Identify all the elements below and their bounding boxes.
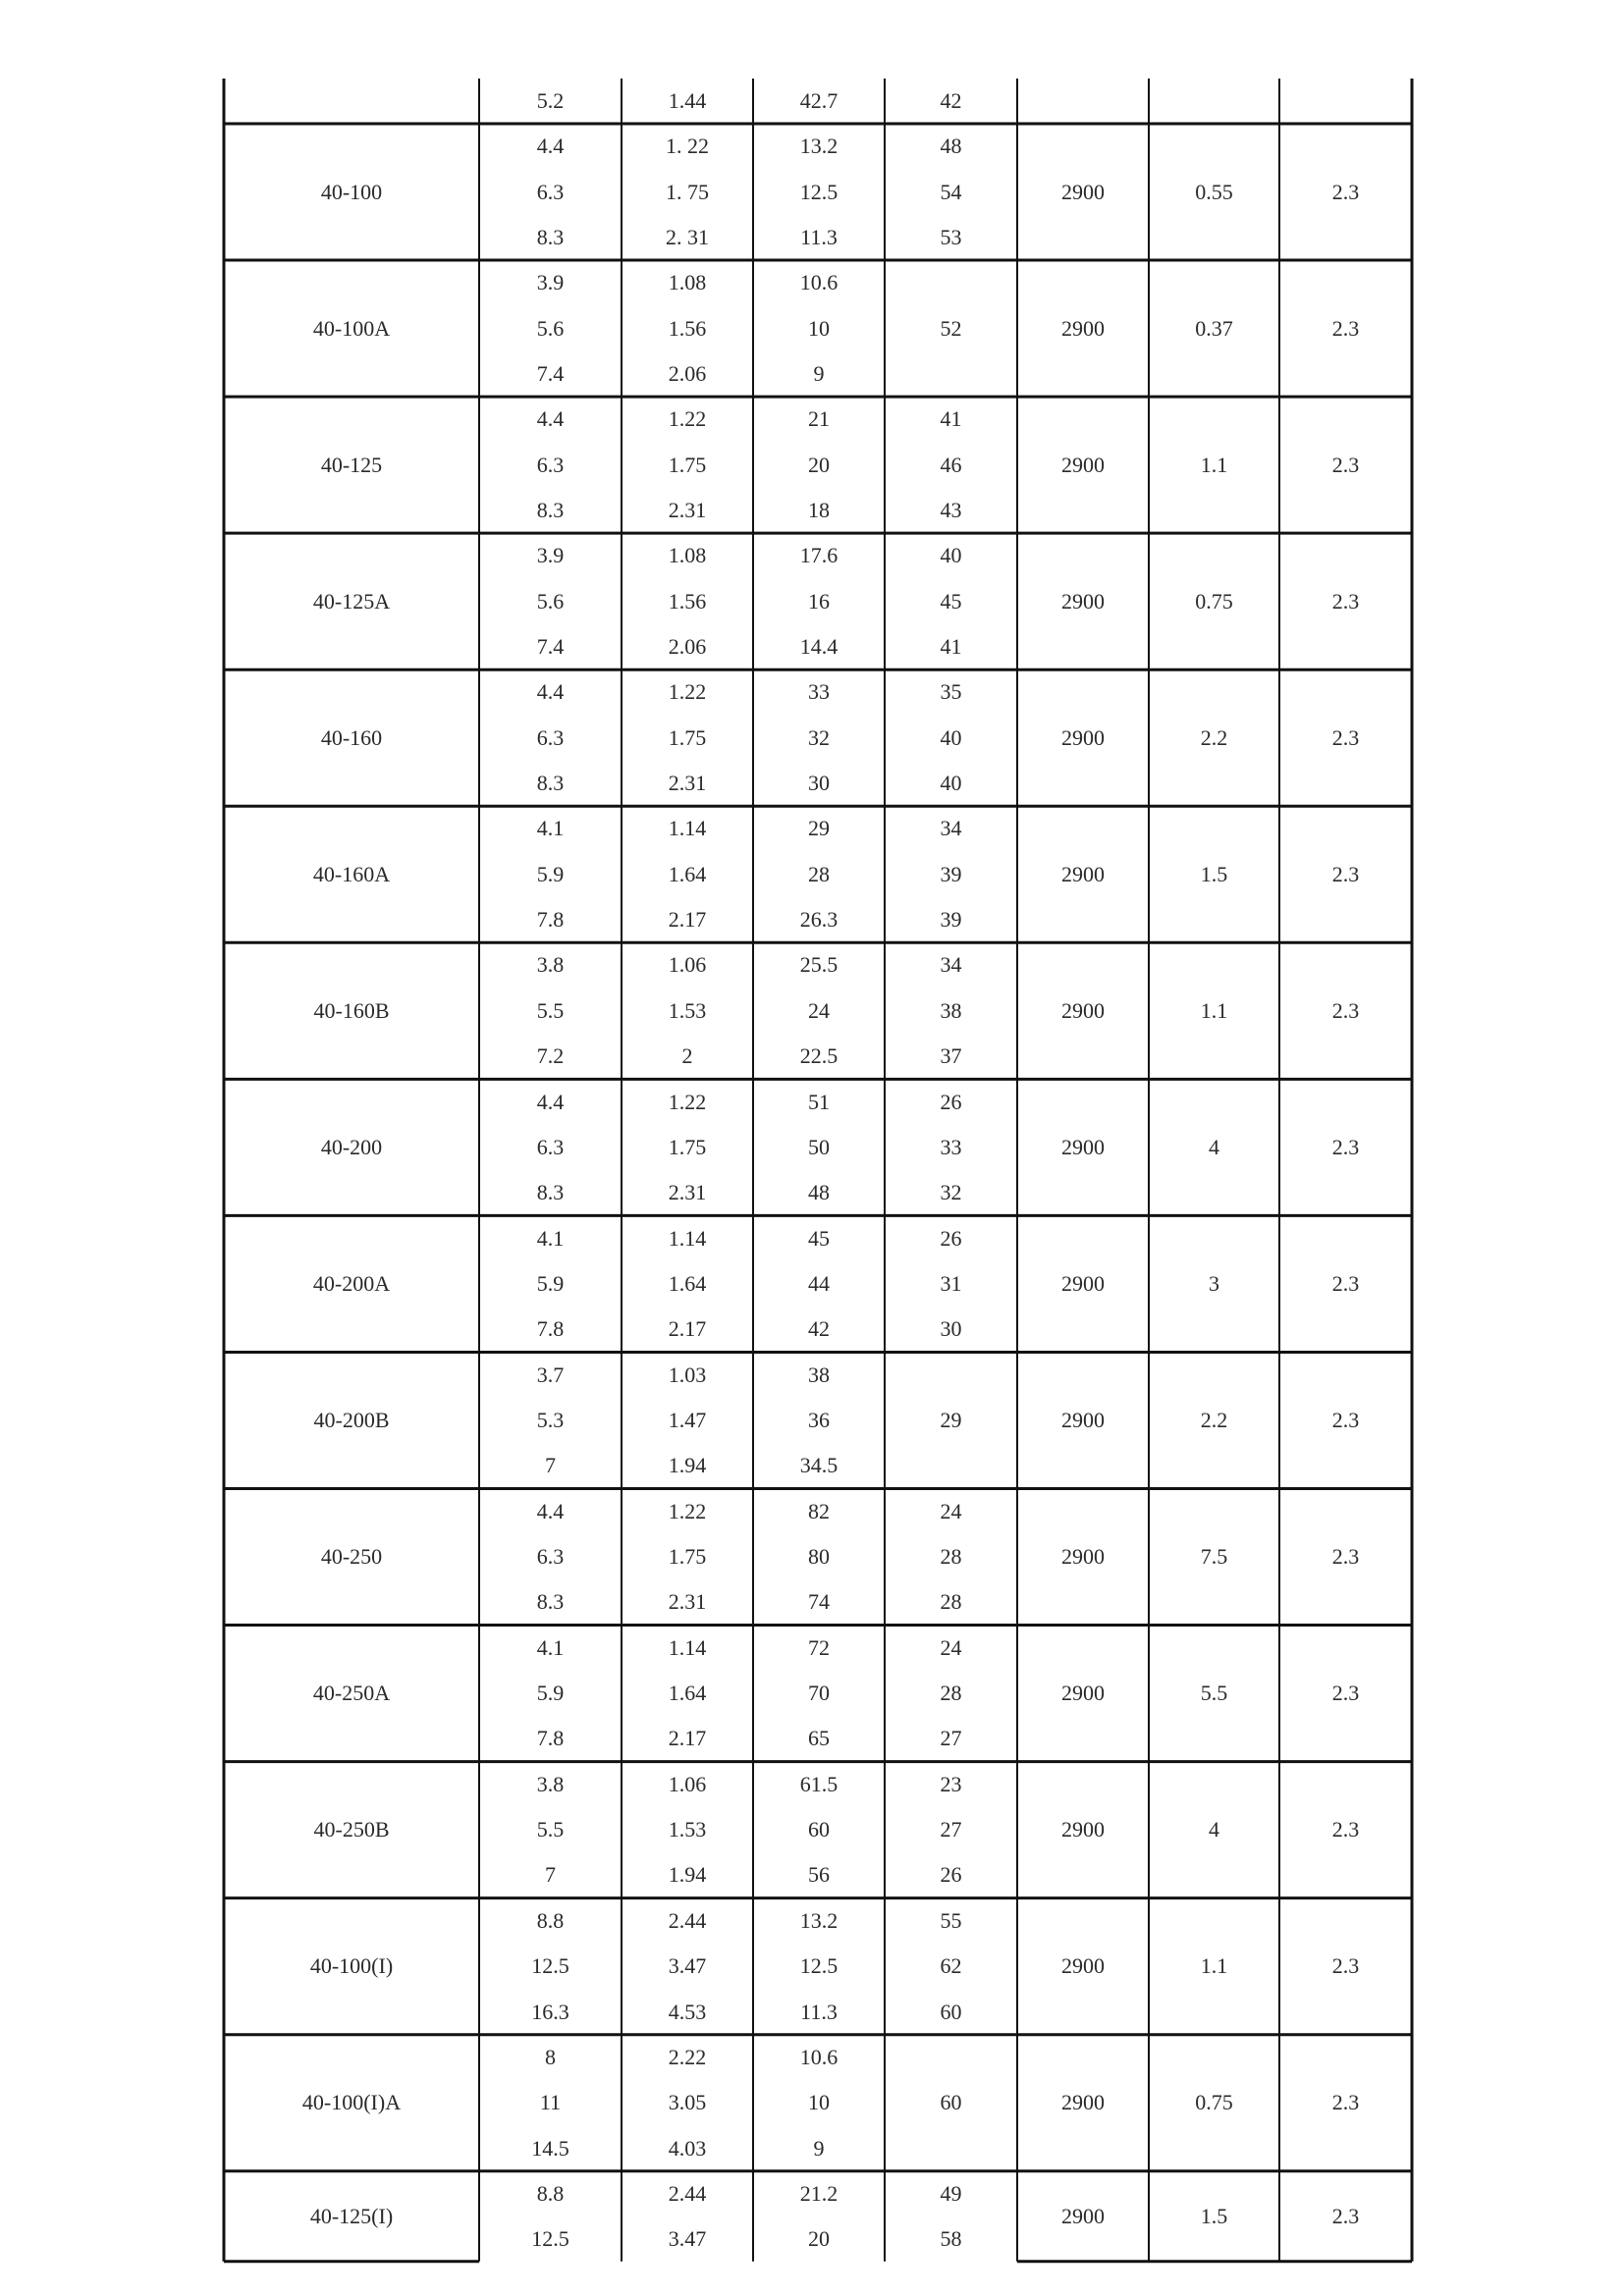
head-cell: 38 xyxy=(808,1362,830,1387)
model-cell: 40-125 xyxy=(320,452,383,477)
flow-ls-cell: 3.47 xyxy=(668,2225,707,2251)
efficiency-cell: 39 xyxy=(940,861,962,886)
speed-cell: 2900 xyxy=(1061,1407,1105,1432)
head-cell: 48 xyxy=(808,1180,830,1205)
efficiency-cell: 60 xyxy=(940,1999,962,2024)
efficiency-cell: 34 xyxy=(940,816,962,841)
flow-ls-cell: 1.56 xyxy=(668,588,707,614)
head-cell: 26.3 xyxy=(799,907,839,933)
head-cell: 42.7 xyxy=(799,88,839,113)
efficiency-cell: 58 xyxy=(940,2225,962,2251)
power-cell: 4 xyxy=(1209,1134,1219,1159)
flow-m3h-cell: 4.4 xyxy=(536,133,565,159)
head-cell: 13.2 xyxy=(799,133,839,159)
flow-m3h-cell: 4.1 xyxy=(536,1634,565,1660)
flow-ls-cell: 1.53 xyxy=(668,997,707,1023)
head-cell: 17.6 xyxy=(799,543,839,568)
flow-ls-cell: 2.17 xyxy=(668,1726,707,1751)
model-cell: 40-250 xyxy=(320,1544,383,1570)
power-cell: 0.75 xyxy=(1195,2090,1233,2115)
npsh-cell: 2.3 xyxy=(1331,1270,1360,1296)
head-cell: 70 xyxy=(808,1681,830,1706)
flow-ls-cell: 1.64 xyxy=(668,1270,707,1296)
efficiency-cell: 26 xyxy=(940,1225,962,1251)
flow-ls-cell: 4.03 xyxy=(668,2135,707,2161)
flow-m3h-cell: 8.8 xyxy=(536,2180,565,2206)
flow-ls-cell: 1.22 xyxy=(668,1498,707,1523)
npsh-cell: 2.3 xyxy=(1331,588,1360,614)
flow-m3h-cell: 3.8 xyxy=(536,952,565,978)
speed-cell: 2900 xyxy=(1061,1953,1105,1979)
flow-m3h-cell: 14.5 xyxy=(531,2135,569,2161)
efficiency-cell: 52 xyxy=(940,315,962,341)
flow-ls-cell: 2.31 xyxy=(668,1589,707,1615)
head-cell: 11.3 xyxy=(800,1999,838,2024)
efficiency-cell: 26 xyxy=(940,1862,962,1888)
head-cell: 65 xyxy=(808,1726,830,1751)
speed-cell: 2900 xyxy=(1061,1817,1105,1842)
flow-m3h-cell: 8.8 xyxy=(536,1907,565,1933)
efficiency-cell: 41 xyxy=(940,634,962,660)
power-cell: 1.1 xyxy=(1200,1953,1228,1979)
head-cell: 80 xyxy=(808,1544,830,1570)
power-cell: 0.75 xyxy=(1195,588,1233,614)
efficiency-cell: 29 xyxy=(940,1407,962,1432)
speed-cell: 2900 xyxy=(1061,997,1105,1023)
head-cell: 30 xyxy=(808,771,830,796)
power-cell: 2.2 xyxy=(1200,724,1228,750)
flow-ls-cell: 1. 22 xyxy=(666,133,709,159)
flow-m3h-cell: 7 xyxy=(545,1862,556,1888)
flow-ls-cell: 1.75 xyxy=(668,1134,707,1159)
speed-cell: 2900 xyxy=(1061,1270,1105,1296)
model-cell: 40-250B xyxy=(313,1817,390,1842)
efficiency-cell: 38 xyxy=(940,997,962,1023)
efficiency-cell: 32 xyxy=(940,1180,962,1205)
power-cell: 0.37 xyxy=(1195,315,1233,341)
model-cell: 40-250A xyxy=(312,1681,391,1706)
speed-cell: 2900 xyxy=(1061,179,1105,204)
flow-ls-cell: 1.94 xyxy=(668,1862,707,1888)
flow-m3h-cell: 6.3 xyxy=(536,1134,565,1159)
flow-m3h-cell: 5.2 xyxy=(536,88,565,113)
head-cell: 16 xyxy=(808,588,830,614)
efficiency-cell: 41 xyxy=(940,406,962,432)
head-cell: 10 xyxy=(808,315,830,341)
npsh-cell: 2.3 xyxy=(1331,1407,1360,1432)
speed-cell: 2900 xyxy=(1061,861,1105,886)
efficiency-cell: 30 xyxy=(940,1316,962,1342)
efficiency-cell: 28 xyxy=(940,1681,962,1706)
flow-ls-cell: 1.53 xyxy=(668,1817,707,1842)
flow-m3h-cell: 5.5 xyxy=(536,1817,565,1842)
npsh-cell: 2.3 xyxy=(1331,1134,1360,1159)
flow-ls-cell: 4.53 xyxy=(668,1999,707,2024)
efficiency-cell: 23 xyxy=(940,1771,962,1796)
flow-ls-cell: 1.06 xyxy=(668,1771,707,1796)
flow-ls-cell: 2.22 xyxy=(668,2044,707,2069)
head-cell: 10.6 xyxy=(799,270,839,295)
efficiency-cell: 53 xyxy=(940,224,962,249)
speed-cell: 2900 xyxy=(1061,588,1105,614)
model-cell: 40-200A xyxy=(312,1270,391,1296)
flow-ls-cell: 1.14 xyxy=(668,1634,707,1660)
efficiency-cell: 27 xyxy=(940,1817,962,1842)
efficiency-cell: 48 xyxy=(940,133,962,159)
flow-m3h-cell: 4.4 xyxy=(536,679,565,705)
head-cell: 44 xyxy=(808,1270,830,1296)
flow-ls-cell: 2.31 xyxy=(668,497,707,522)
flow-ls-cell: 2.31 xyxy=(668,771,707,796)
npsh-cell: 2.3 xyxy=(1331,861,1360,886)
flow-m3h-cell: 5.5 xyxy=(536,997,565,1023)
head-cell: 34.5 xyxy=(799,1453,839,1478)
power-cell: 2.2 xyxy=(1200,1407,1228,1432)
flow-m3h-cell: 7.4 xyxy=(536,634,565,660)
flow-ls-cell: 2.44 xyxy=(668,2180,707,2206)
npsh-cell: 2.3 xyxy=(1331,1953,1360,1979)
head-cell: 28 xyxy=(808,861,830,886)
flow-ls-cell: 1.94 xyxy=(668,1453,707,1478)
flow-ls-cell: 2.06 xyxy=(668,634,707,660)
model-cell: 40-100(I)A xyxy=(301,2090,402,2115)
npsh-cell: 2.3 xyxy=(1331,724,1360,750)
head-cell: 42 xyxy=(808,1316,830,1342)
flow-ls-cell: 1. 75 xyxy=(666,179,709,204)
model-cell: 40-160 xyxy=(320,724,383,750)
flow-m3h-cell: 8.3 xyxy=(536,771,565,796)
flow-m3h-cell: 7.4 xyxy=(536,360,565,386)
flow-ls-cell: 2.17 xyxy=(668,907,707,933)
efficiency-cell: 46 xyxy=(940,452,962,477)
efficiency-cell: 24 xyxy=(940,1634,962,1660)
flow-m3h-cell: 12.5 xyxy=(531,1953,569,1979)
power-cell: 1.1 xyxy=(1200,452,1228,477)
flow-m3h-cell: 16.3 xyxy=(531,1999,569,2024)
head-cell: 32 xyxy=(808,724,830,750)
npsh-cell: 2.3 xyxy=(1331,2203,1360,2228)
power-cell: 7.5 xyxy=(1200,1544,1228,1570)
head-cell: 74 xyxy=(808,1589,830,1615)
power-cell: 0.55 xyxy=(1195,179,1233,204)
head-cell: 10.6 xyxy=(799,2044,839,2069)
efficiency-cell: 45 xyxy=(940,588,962,614)
power-cell: 1.1 xyxy=(1200,997,1228,1023)
head-cell: 72 xyxy=(808,1634,830,1660)
flow-ls-cell: 2 xyxy=(681,1043,693,1069)
speed-cell: 2900 xyxy=(1061,724,1105,750)
flow-m3h-cell: 6.3 xyxy=(536,1544,565,1570)
head-cell: 20 xyxy=(808,2225,830,2251)
model-cell: 40-160A xyxy=(312,861,391,886)
flow-m3h-cell: 5.6 xyxy=(536,588,565,614)
head-cell: 50 xyxy=(808,1134,830,1159)
flow-ls-cell: 2. 31 xyxy=(666,224,709,249)
npsh-cell: 2.3 xyxy=(1331,1544,1360,1570)
speed-cell: 2900 xyxy=(1061,1544,1105,1570)
power-cell: 1.5 xyxy=(1200,2203,1228,2228)
model-cell: 40-200 xyxy=(320,1134,383,1159)
flow-m3h-cell: 3.9 xyxy=(536,270,565,295)
efficiency-cell: 31 xyxy=(940,1270,962,1296)
model-cell: 40-100(I) xyxy=(309,1953,394,1979)
flow-m3h-cell: 3.9 xyxy=(536,543,565,568)
flow-m3h-cell: 7.8 xyxy=(536,1726,565,1751)
power-cell: 3 xyxy=(1209,1270,1219,1296)
efficiency-cell: 49 xyxy=(940,2180,962,2206)
head-cell: 45 xyxy=(808,1225,830,1251)
flow-m3h-cell: 7 xyxy=(545,1453,556,1478)
flow-m3h-cell: 4.1 xyxy=(536,1225,565,1251)
flow-m3h-cell: 8.3 xyxy=(536,1589,565,1615)
speed-cell: 2900 xyxy=(1061,1134,1105,1159)
head-cell: 13.2 xyxy=(799,1907,839,1933)
flow-ls-cell: 3.05 xyxy=(668,2090,707,2115)
head-cell: 14.4 xyxy=(799,634,839,660)
efficiency-cell: 28 xyxy=(940,1589,962,1615)
flow-m3h-cell: 11 xyxy=(539,2090,562,2115)
head-cell: 12.5 xyxy=(799,179,839,204)
efficiency-cell: 33 xyxy=(940,1134,962,1159)
efficiency-cell: 43 xyxy=(940,497,962,522)
head-cell: 11.3 xyxy=(800,224,838,249)
flow-ls-cell: 1.08 xyxy=(668,270,707,295)
flow-ls-cell: 1.47 xyxy=(668,1407,707,1432)
efficiency-cell: 62 xyxy=(940,1953,962,1979)
flow-m3h-cell: 7.2 xyxy=(536,1043,565,1069)
npsh-cell: 2.3 xyxy=(1331,997,1360,1023)
speed-cell: 2900 xyxy=(1061,315,1105,341)
flow-ls-cell: 1.06 xyxy=(668,952,707,978)
model-cell: 40-100 xyxy=(320,179,383,204)
flow-ls-cell: 3.47 xyxy=(668,1953,707,1979)
flow-m3h-cell: 6.3 xyxy=(536,179,565,204)
flow-m3h-cell: 4.1 xyxy=(536,816,565,841)
model-cell: 40-125(I) xyxy=(309,2203,394,2228)
efficiency-cell: 28 xyxy=(940,1544,962,1570)
flow-ls-cell: 1.22 xyxy=(668,406,707,432)
flow-m3h-cell: 7.8 xyxy=(536,1316,565,1342)
flow-m3h-cell: 6.3 xyxy=(536,452,565,477)
npsh-cell: 2.3 xyxy=(1331,2090,1360,2115)
flow-ls-cell: 1.14 xyxy=(668,816,707,841)
head-cell: 61.5 xyxy=(799,1771,839,1796)
model-cell: 40-125A xyxy=(312,588,391,614)
head-cell: 18 xyxy=(808,497,830,522)
flow-m3h-cell: 5.9 xyxy=(536,1270,565,1296)
flow-m3h-cell: 3.7 xyxy=(536,1362,565,1387)
efficiency-cell: 39 xyxy=(940,907,962,933)
npsh-cell: 2.3 xyxy=(1331,1817,1360,1842)
flow-ls-cell: 1.08 xyxy=(668,543,707,568)
flow-ls-cell: 1.75 xyxy=(668,452,707,477)
flow-m3h-cell: 12.5 xyxy=(531,2225,569,2251)
head-cell: 20 xyxy=(808,452,830,477)
flow-m3h-cell: 8.3 xyxy=(536,224,565,249)
model-cell: 40-160B xyxy=(313,997,390,1023)
power-cell: 4 xyxy=(1209,1817,1219,1842)
efficiency-cell: 35 xyxy=(940,679,962,705)
head-cell: 60 xyxy=(808,1817,830,1842)
efficiency-cell: 40 xyxy=(940,724,962,750)
flow-ls-cell: 2.31 xyxy=(668,1180,707,1205)
model-cell: 40-100A xyxy=(312,315,391,341)
flow-ls-cell: 1.22 xyxy=(668,1089,707,1114)
speed-cell: 2900 xyxy=(1061,1681,1105,1706)
flow-m3h-cell: 4.4 xyxy=(536,406,565,432)
npsh-cell: 2.3 xyxy=(1331,1681,1360,1706)
npsh-cell: 2.3 xyxy=(1331,179,1360,204)
flow-ls-cell: 2.17 xyxy=(668,1316,707,1342)
speed-cell: 2900 xyxy=(1061,2090,1105,2115)
flow-m3h-cell: 5.9 xyxy=(536,861,565,886)
head-cell: 25.5 xyxy=(799,952,839,978)
efficiency-cell: 40 xyxy=(940,771,962,796)
efficiency-cell: 34 xyxy=(940,952,962,978)
efficiency-cell: 54 xyxy=(940,179,962,204)
power-cell: 1.5 xyxy=(1200,861,1228,886)
flow-ls-cell: 1.22 xyxy=(668,679,707,705)
flow-m3h-cell: 8.3 xyxy=(536,1180,565,1205)
head-cell: 33 xyxy=(808,679,830,705)
head-cell: 24 xyxy=(808,997,830,1023)
flow-ls-cell: 2.06 xyxy=(668,360,707,386)
efficiency-cell: 40 xyxy=(940,543,962,568)
flow-m3h-cell: 4.4 xyxy=(536,1498,565,1523)
head-cell: 29 xyxy=(808,816,830,841)
head-cell: 56 xyxy=(808,1862,830,1888)
npsh-cell: 2.3 xyxy=(1331,452,1360,477)
efficiency-cell: 60 xyxy=(940,2090,962,2115)
flow-m3h-cell: 5.6 xyxy=(536,315,565,341)
speed-cell: 2900 xyxy=(1061,452,1105,477)
head-cell: 36 xyxy=(808,1407,830,1432)
flow-ls-cell: 2.44 xyxy=(668,1907,707,1933)
npsh-cell: 2.3 xyxy=(1331,315,1360,341)
flow-ls-cell: 1.44 xyxy=(668,88,707,113)
flow-m3h-cell: 7.8 xyxy=(536,907,565,933)
flow-ls-cell: 1.64 xyxy=(668,1681,707,1706)
head-cell: 10 xyxy=(808,2090,830,2115)
flow-ls-cell: 1.14 xyxy=(668,1225,707,1251)
head-cell: 51 xyxy=(808,1089,830,1114)
efficiency-cell: 42 xyxy=(940,88,962,113)
flow-ls-cell: 1.56 xyxy=(668,315,707,341)
speed-cell: 2900 xyxy=(1061,2203,1105,2228)
flow-m3h-cell: 5.3 xyxy=(536,1407,565,1432)
flow-m3h-cell: 5.9 xyxy=(536,1681,565,1706)
efficiency-cell: 26 xyxy=(940,1089,962,1114)
flow-ls-cell: 1.75 xyxy=(668,1544,707,1570)
flow-ls-cell: 1.75 xyxy=(668,724,707,750)
head-cell: 9 xyxy=(813,2135,825,2161)
efficiency-cell: 24 xyxy=(940,1498,962,1523)
flow-ls-cell: 1.64 xyxy=(668,861,707,886)
efficiency-cell: 27 xyxy=(940,1726,962,1751)
power-cell: 5.5 xyxy=(1200,1681,1228,1706)
efficiency-cell: 55 xyxy=(940,1907,962,1933)
flow-m3h-cell: 3.8 xyxy=(536,1771,565,1796)
flow-m3h-cell: 8.3 xyxy=(536,497,565,522)
flow-m3h-cell: 6.3 xyxy=(536,724,565,750)
head-cell: 12.5 xyxy=(799,1953,839,1979)
model-cell: 40-200B xyxy=(313,1407,390,1432)
head-cell: 21 xyxy=(808,406,830,432)
flow-ls-cell: 1.03 xyxy=(668,1362,707,1387)
efficiency-cell: 37 xyxy=(940,1043,962,1069)
head-cell: 82 xyxy=(808,1498,830,1523)
head-cell: 21.2 xyxy=(799,2180,839,2206)
flow-m3h-cell: 8 xyxy=(545,2044,556,2069)
head-cell: 9 xyxy=(813,360,825,386)
flow-m3h-cell: 4.4 xyxy=(536,1089,565,1114)
head-cell: 22.5 xyxy=(799,1043,839,1069)
